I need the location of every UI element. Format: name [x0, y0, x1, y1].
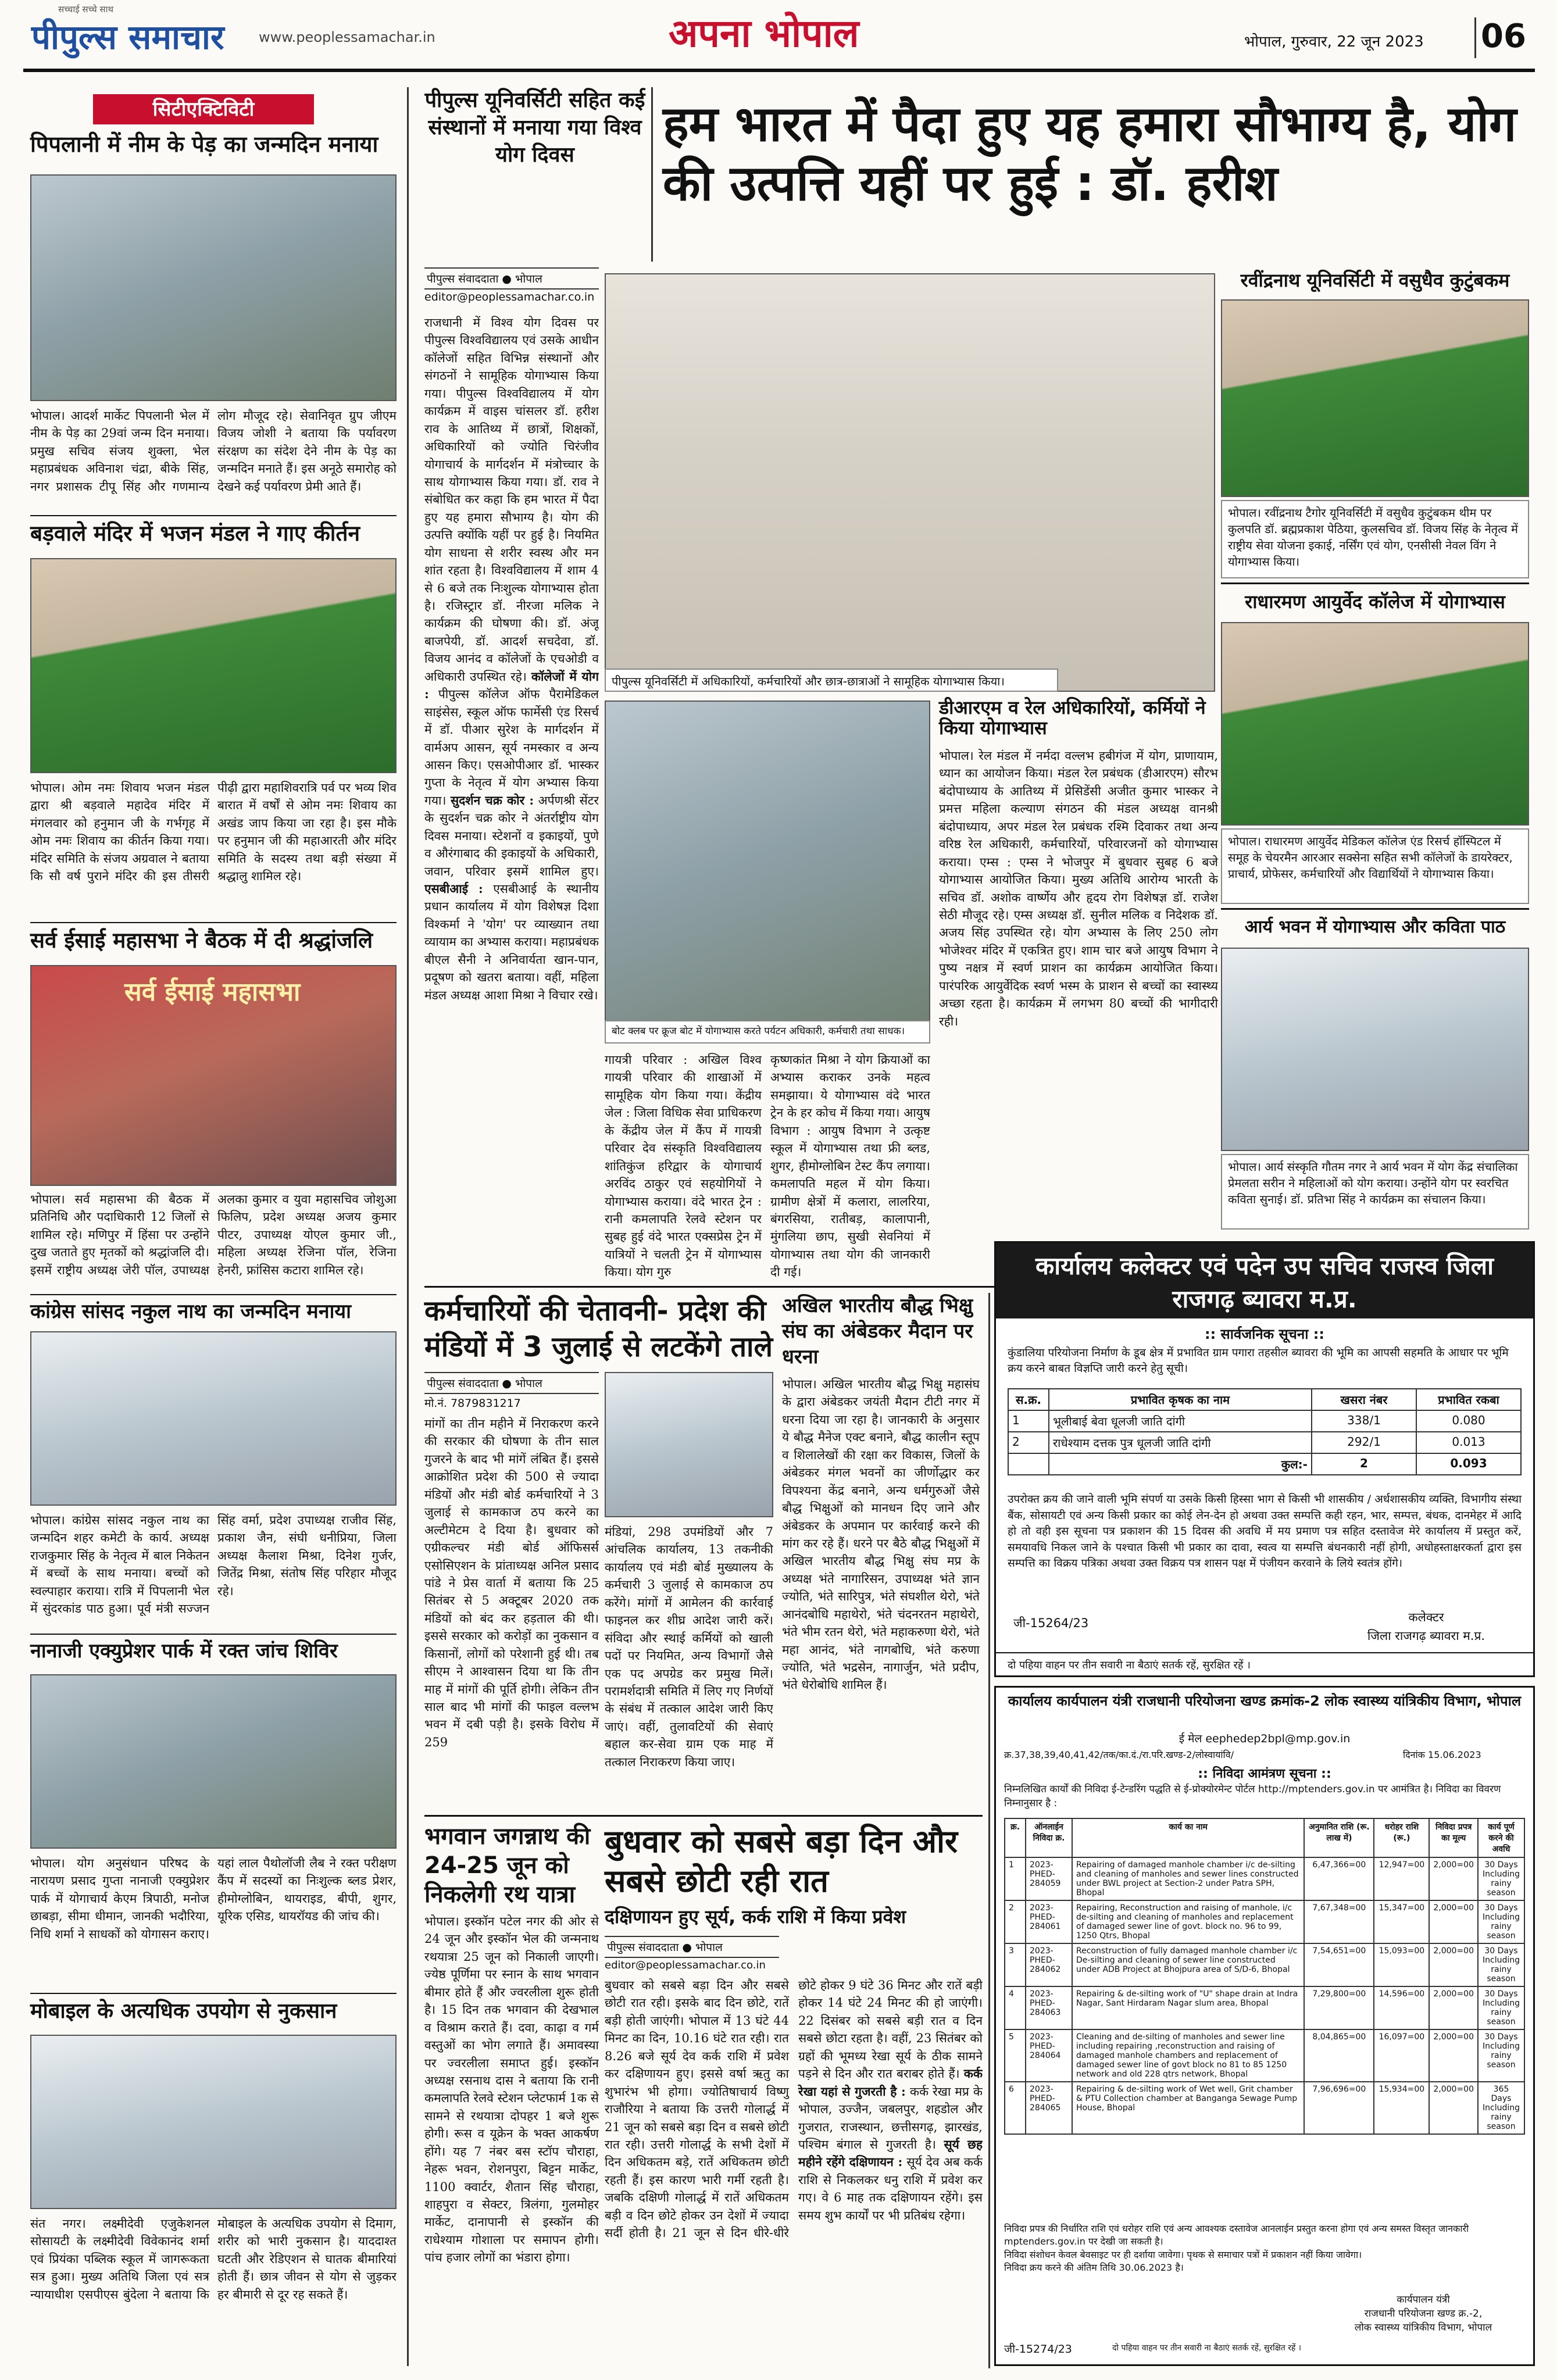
story-headline: रवींद्रनाथ यूनिवर्सिटी में वसुधैव कुटुंबकम — [1240, 269, 1510, 291]
subhead-text: कर्क रेखा मप्र के भोपाल, उज्जैन, जबलपुर, शहडोल और गुजरात, राजस्थान, छत्तीसगढ़, झारखंड, पश्चिम बंगाल से गुजरती है। — [798, 2084, 983, 2152]
table-cell: 30 Days Including rainy season — [1478, 2029, 1524, 2082]
notice-sign: कलेक्टर — [1408, 1610, 1444, 1624]
story-divider — [30, 515, 397, 516]
subhead: कॉलेजों में योग : — [424, 669, 599, 702]
brand-logo: पीपुल्स समाचार — [31, 17, 224, 57]
story-headline: कांग्रेस सांसद नकुल नाथ का जन्मदिन मनाया — [30, 1300, 351, 1323]
story-headline: डीआरएम व रेल अधिकारियों, कर्मियों ने किया योगाभ्यास — [939, 696, 1206, 739]
email[interactable]: editor@peoplessamachar.co.in — [605, 1959, 766, 1971]
column-header: खसरा नंबर — [1312, 1389, 1416, 1410]
notice-table — [1008, 1388, 1522, 1475]
table-cell: 2023-PHED-284065 — [1026, 2082, 1072, 2134]
table-cell: 338/1 — [1312, 1410, 1416, 1432]
notice-sign: लोक स्वास्थ्य यांत्रिकीय विभाग, भोपाल — [1354, 2322, 1492, 2333]
section-rule — [424, 1815, 983, 1817]
main-body-text: राजधानी में विश्व योग दिवस पर पीपुल्स विश्वविद्यालय एवं उसके आधीन कॉलेजों सहित विभिन्न संस्थानों और संगठनों ने सामूहिक योगाभ्यास किया गया। पीपुल्स विश्वविद्यालय में योग कार्यक्रम में वाइस चांसलर डॉ. हरीश राव के आतिथ्य में छात्रों, शिक्षकों, अधिकारियों को ज्योति चिरंजीव योगाचार्य के मार्गदर्शन में मंत्रोच्चार के साथ योगाभ्यास किया गया। डॉ. राव ने संबोधित कर कहा कि हम भारत में पैदा हुए यह हमारा सौभाग्य है। योग की उत्पत्ति क्योंकि यहीं पर हुई है। नियमित योग साधना से शरीर स्वस्थ और मन शांत रहता है। विश्वविद्यालय में शाम 4 से 6 बजे तक निःशुल्क योगाभ्यास होता है। रजिस्ट्रार डॉ. नीरजा मलिक ने कार्यक्रम की घोषणा की। डॉ. अंजू बाजपेयी, डॉ. आदर्श सचदेवा, डॉ. विजय आनंद व कॉलेजों के एचओडी व अधिकारी उपस्थित रहे। — [424, 316, 599, 684]
story-body: कृष्णकांत मिश्रा ने योग क्रियाओं का अभ्यास कराकर उनके महत्व समझाया। ये योगाभ्यास वंदे भारत ट्रेन के हर कोच में किया गया। आयुष विभाग : आयुष विभाग ने उत्कृष्ट स्कूल में योगाभ्यास तथा फ्री ब्लड, शुगर, हीमोग्लोबिन टेस्ट कैंप लगाया। कमलापति महल में योग किया। ग्रामीण क्षेत्रों में कलारा, लालरिया, बंगरसिया, रातीबड़, कालापानी, मुंगलिया छाप, सुखी सेवनियां में योगाभ्यास तथा योग की जानकारी दी गई। — [770, 1053, 930, 1280]
table-cell: Repairing & de-silting work of "U" shape drain at Indra Nagar, Sant Hirdaram Nagar slum area, Bhopal — [1072, 1986, 1304, 2029]
notice-footer: दो पहिया वाहन पर तीन सवारी ना बैठाएं सतर्क रहें, सुरक्षित रहें । — [1112, 2343, 1302, 2353]
column-header: क्र. — [1005, 1818, 1026, 1857]
table-cell: 2,000=00 — [1429, 2082, 1478, 2134]
table-row — [1008, 1410, 1521, 1432]
table-cell: 2023-PHED-284059 — [1026, 1857, 1072, 1900]
column-header: धरोहर राशि (रू.) — [1374, 1818, 1429, 1857]
table-cell: 365 Days Including rainy season — [1478, 2082, 1524, 2134]
total-value: 0.093 — [1416, 1453, 1521, 1475]
table-cell: 16,097=00 — [1374, 2029, 1429, 2082]
story-photo — [1221, 622, 1529, 826]
story-divider — [1221, 908, 1529, 910]
story-body: भोपाल। इस्कॉन पटेल नगर की ओर से 24 जून और इस्कॉन भेल की जन्मनाथ रथयात्रा 25 जून को निकाली जाएगी। ज्येष्ठ पूर्णिमा पर स्नान के साथ भगवान बीमार होते हैं और ज्वरलीला शुरू होती है। 15 दिन तक भगवान की देखभाल व विश्राम कराते हैं। दवा, काढ़ा व गर्म वस्तुओं का भोग लगाते हैं। अमावस्या पर ज्वरलीला समाप्त हुई। इस्कॉन अध्यक्ष रसनाथ दास ने बताया कि रानी कमलापति रेलवे स्टेशन प्लेटफार्म 1क से सामने से रथयात्रा दोपहर 1 बजे शुरू होगी। रूस व यूक्रेन के भक्त आकर्षण होंगे। यह 7 नंबर बस स्टॉप चौराहा, नेहरू भवन, रोशनपुरा, बिट्टन मार्केट, 1100 क्वार्टर, शैतान सिंह चौराहा, शाहपुरा व सेक्टर, त्रिलंगा, गुलमोहर मार्केट, दानापानी से इस्कॉन की राधेश्याम गोशाला पर समापन होगी। पांच हजार लोगों का भंडारा होगा। — [424, 1914, 599, 2265]
page-number: 06 — [1481, 17, 1526, 55]
public-notice — [994, 1241, 1535, 1677]
story-body — [605, 1977, 983, 2366]
subhead: कर्क रेखा यहां से गुजरती है : — [798, 2066, 983, 2099]
dateline: भोपाल, गुरुवार, 22 जून 2023 — [1244, 33, 1424, 51]
table-cell: 2 — [1008, 1432, 1049, 1453]
table-cell: 7,67,348=00 — [1304, 1900, 1374, 1943]
table-cell: 30 Days Including rainy season — [1478, 1857, 1524, 1900]
masthead-rule — [23, 69, 1535, 72]
story-divider — [1221, 583, 1529, 584]
table-cell: 7,54,651=00 — [1304, 1943, 1374, 1986]
photo-caption: भोपाल। रवींद्रनाथ टैगोर यूनिवर्सिटी में वसुधैव कुटुंबकम थीम पर कुलपति डॉ. ब्रह्मप्रकाश पेठिया, कुलसचिव डॉ. विजय सिंह के नेतृत्व में राष्ट्रीय सेवा योजना इकाई, नर्सिंग एवं योग, एनसीसी नेवल विंग ने योगाभ्यास किया। — [1221, 500, 1529, 578]
table-cell: 2,000=00 — [1429, 2029, 1478, 2082]
story-body: गायत्री परिवार : अखिल विश्व गायत्री परिवार की शाखाओं में सामूहिक योग किया गया। केंद्रीय जेल : जिला विधिक सेवा प्राधिकरण के केंद्रीय जेल में कैंप में गायत्री परिवार देव संस्कृति विश्वविद्यालय शांतिकुंज हरिद्वार के योगाचार्य अरविंद ठाकुर एवं सहयोगियों ने योगाभ्यास कराया। वंदे भारत ट्रेन : रानी कमलापति रेलवे स्टेशन पर सुबह हुई वंदे भारत एक्सप्रेस ट्रेन में यात्रियों ने चलती ट्रेन में योगाभ्यास किया। योग गुरु — [605, 1053, 762, 1280]
story-photo — [30, 174, 397, 401]
story-headline: आर्य भवन में योगाभ्यास और कविता पाठ — [1244, 917, 1506, 937]
notice-title: कार्यालय कलेक्टर एवं पदेन उप सचिव राजस्व जिला राजगढ़ ब्यावरा म.प्र. — [996, 1243, 1533, 1318]
column-header: ऑनलाईन निविदा क्र. — [1026, 1818, 1072, 1857]
story-headline: नानाजी एक्युप्रेशर पार्क में रक्त जांच शिविर — [30, 1639, 338, 1663]
table-cell: 2,000=00 — [1429, 1900, 1478, 1943]
table-header — [1008, 1389, 1521, 1410]
notice-heading: :: निविदा आमंत्रण सूचना :: — [1198, 1767, 1331, 1781]
story-headline: अखिल भारतीय बौद्ध भिक्षु संघ का अंबेडकर मैदान पर धरना — [782, 1294, 973, 1369]
subhead-text: पीपुल्स कॉलेज ऑफ पैरामेडिकल साइंसेस, स्कूल ऑफ फार्मेसी एंड रिसर्च में डॉ. पीआर सुरेश के मार्गदर्शन में वार्मअप आसन, सूर्य नमस्कार व अन्य आसन किए। एसओपीआर डॉ. भास्कर गुप्ता के नेतृत्व में योग अभ्यास किया गया। — [424, 687, 599, 807]
column-rule — [407, 87, 409, 2366]
story-body: भोपाल। योग अनुसंधान परिषद के नारायण प्रसाद गुप्ता नानाजी एक्युप्रेशर पार्क में योगाचार्य केएम त्रिपाठी, मनोज छाबड़ा, सीमा धीमान, जानकी भदौरिया, निधि शर्मा ने साधकों को योगासन कराए। यहां लाल पैथोलॉजी लैब ने रक्त परीक्षण कैंप में सदस्यों का निःशुल्क ब्लड प्रेशर, हीमोग्लोबिन, थायराइड, बीपी, शुगर, यूरिक एसिड, थायरॉयड की जांच की। — [30, 1856, 397, 1941]
story-photo — [30, 965, 397, 1186]
notice-ref: क्र.37,38,39,40,41,42/तक/का.दं./रा.परि.खण्ड-2/लोस्वायांवि/ — [1004, 1749, 1234, 1760]
table-cell: Repairing, Reconstruction and raising of manhole, i/c de-silting and cleaning of manholes and replacement of damaged sewer line of govt. block no. 96 to 99, 1250 Qtrs, Bhopal — [1072, 1900, 1304, 1943]
website-link[interactable]: www.peoplessamachar.in — [259, 29, 435, 45]
photo-caption: भोपाल। राधारमण आयुर्वेद मेडिकल कॉलेज एंड रिसर्च हॉस्पिटल में समूह के चेयरमैन आरआर सक्सेना सहित सभी कॉलेजों के डायरेक्टर, प्राचार्य, प्रोफेसर, कर्मचारियों और विद्यार्थियों ने योगाभ्यास किया। — [1221, 828, 1529, 904]
photo-caption: भोपाल। आर्य संस्कृति गौतम नगर ने आर्य भवन में योग केंद्र संचालिका प्रेमलता सरीन ने महिलाओं को योग कराया। उन्होंने योग पर स्वरचित कविता सुनाई। डॉ. प्रतिभा सिंह ने कार्यक्रम का संचालन किया। — [1221, 1154, 1529, 1230]
table-row — [1008, 1432, 1521, 1453]
tender-table — [1004, 1818, 1525, 2135]
table-cell: 2023-PHED-284062 — [1026, 1943, 1072, 1986]
notice-email[interactable]: ई मेल eephedep2bpl@mp.gov.in — [1179, 1732, 1351, 1745]
main-body — [424, 314, 599, 1267]
notice-note: निविदा प्रपत्र की निर्धारित राशि एवं धरोहर राशि एवं अन्य आवश्यक दस्तावेज आनलाईन प्रस्तुत करना होगा एवं अन्य समस्त विस्तृत जानकारी mptenders.gov.in पर देखी जा सकती है। — [1004, 2223, 1469, 2247]
tender-notice — [994, 1686, 1535, 2366]
table-cell: 5 — [1005, 2029, 1026, 2082]
table-cell: 7,96,696=00 — [1304, 2082, 1374, 2134]
subhead-text: अर्पणश्री सेंटर के सुदर्शन चक्र कोर ने अंतर्राष्ट्रीय योग दिवस मनाया। स्टेशनों व इकाइयों, पुणे व औरंगाबाद की इकाइयों के अधिकारी, जवान, परिवार इसमें शामिल हुए। — [424, 793, 599, 878]
story-photo — [1221, 948, 1529, 1151]
table-cell: 1 — [1008, 1410, 1049, 1432]
story-body: भोपाल। रेल मंडल में नर्मदा वल्लभ हबीगंज में योग, प्राणायाम, ध्यान का आयोजन किया। मंडल रेल प्रबंधक (डीआरएम) सौरभ बंदोपाध्याय के आतिथ्य में प्रेसिडेंसी अजीत कुमार भास्कर ने प्रमत्त महिला कल्याण संगठन की मंडल अध्यक्ष वानश्री बंदोपाध्याय, अपर मंडल रेल प्रबंधक रश्मि दिवाकर तथा अन्य वरिष्ठ रेल अधिकारी, कर्मचारियों, परिवारजनों को योगाभ्यास कराया। एम्स : एम्स ने भोजपुर में बुधवार सुबह 6 बजे योगाभ्यास आयोजित किया। मुख्य अतिथि आरोग्य भारती के सचिव डॉ. अशोक वार्ष्णेय और हृदय रोग विशेषज्ञ डॉ. राजेश सेठी मौजूद रहे। एम्स अध्यक्ष डॉ. सुनील मलिक व निदेशक डॉ. अजय सिंह उपस्थित रहे। योग अभ्यास के लिए 250 लोग भोजेश्वर मंदिर में एकत्रित हुए। शाम चार बजे आयुष विभाग ने पुष्य नक्षत्र में स्वर्ण प्राशन का कार्यक्रम आयोजित किया। पारंपरिक आयुर्वेदिक स्वर्ण भस्म के प्राशन से बच्चों का स्वास्थ्य अच्छा रहता है। कार्यक्रम में लगभग 80 बच्चों की भागीदारी रही। — [939, 749, 1218, 1028]
story-photo — [605, 1372, 773, 1517]
notice-date: दिनांक 15.06.2023 — [1403, 1749, 1481, 1760]
photo-caption: पीपुल्स यूनिवर्सिटी में अधिकारियों, कर्मचारियों और छात्र-छात्राओं ने सामूहिक योगाभ्यास किया। — [605, 669, 1058, 692]
table-cell: 0.080 — [1416, 1410, 1521, 1432]
story-body: भोपाल। आदर्श मार्केट पिपलानी भेल में नीम के पेड़ का 29वां जन्म दिन मनाया। प्रमुख सचिव संजय शुक्ला, भेल महाप्रबंधक अविनाश चंद्रा, बीके सिंह, नगर प्रशासक टीपू सिंह और गणमान्य लोग मौजूद रहे। सेवानिवृत ग्रुप जीएम विजय जोशी ने बताया कि पर्यावरण संरक्षण का संदेश देने नीम के पेड़ का जन्मदिन मनाते हैं। इस अनूठे समारोह को देखने कई पर्यावरण प्रेमी आते हैं। — [30, 409, 397, 494]
subhead: एसबीआई : — [424, 881, 483, 896]
story-headline: बुधवार को सबसे बड़ा दिन और सबसे छोटी रही रात — [605, 1823, 958, 1899]
story-subhead: दक्षिणायन हुए सूर्य, कर्क राशि में किया प्रवेश — [605, 1906, 906, 1928]
section-label: सिटीएक्टिविटी — [93, 94, 314, 124]
table-cell: 30 Days Including rainy season — [1478, 1986, 1524, 2029]
notice-code: जी-15274/23 — [1004, 2343, 1072, 2356]
table-cell: 7,29,800=00 — [1304, 1986, 1374, 2029]
notice-title: कार्यालय कार्यपालन यंत्री राजधानी परियोजना खण्ड क्रमांक-2 लोक स्वास्थ्य यांत्रिकीय विभाग, भोपाल — [1008, 1693, 1522, 1709]
story-headline: राधारमण आयुर्वेद कॉलेज में योगाभ्यास — [1245, 591, 1505, 613]
kicker-rule — [651, 87, 653, 262]
notice-footer: दो पहिया वाहन पर तीन सवारी ना बैठाएं सतर्क रहें, सुरक्षित रहें । — [996, 1652, 1533, 1675]
total-count: 2 — [1312, 1453, 1416, 1475]
kicker: पीपुल्स यूनिवर्सिटी सहित कई संस्थानों में मनाया गया विश्व योग दिवस — [424, 88, 645, 167]
story-body: मंडियां, 298 उपमंडियों और 7 आंचलिक कार्यालय, 13 तकनीकी कार्यालय एवं मंडी बोर्ड मुख्यालय के कर्मचारी 3 जुलाई से कामकाज ठप करेंगे। मांगों में आमेलन की कार्रवाई फाइनल कर शीघ्र आदेश जारी करें। संविदा और स्थाई कर्मियों को खाली पदों पर नियमित, अन्य विभागों जैसे एक पद अपग्रेड कर प्रमुख मिलें। परामर्शदात्री समिति में लिए गए निर्णयों के संबंध में तत्काल आदेश जारी किए जाएं। वहीं, तुलावटियों की सेवाएं बहाल कर-सेवा ग्राम एक माह में तत्काल निराकरण किया जाए। — [605, 1525, 773, 1769]
story-photo — [30, 1331, 397, 1506]
table-cell: राधेश्याम दत्तक पुत्र धूलजी जाति दांगी — [1049, 1432, 1312, 1453]
story-body: भोपाल। कांग्रेस सांसद नकुल नाथ का जन्मदिन शहर कमेटी के कार्य. अध्यक्ष राजकुमार सिंह के नेतृत्व में बाल निकेतन में बच्चों के साथ मनाया। बच्चों को स्वल्पाहार कराया। रात्रि में पिपलानी भेल में सुंदरकांड पाठ हुआ। पूर्व मंत्री सज्जन सिंह वर्मा, प्रदेश उपाध्यक्ष राजीव सिंह, प्रकाश जैन, संघी धनीप्रिया, जिला अध्यक्ष कैलाश मिश्रा, दिनेश गुर्जर, जितेंद्र मिश्रा, संतोष सिंह परिहार मौजूद रहे। — [30, 1513, 397, 1616]
story-divider — [30, 1294, 397, 1295]
subhead: सूर्य छह महीने रहेंगे दक्षिणायन : — [798, 2136, 983, 2170]
story-body: भोपाल। अखिल भारतीय बौद्ध भिक्षु महासंघ के द्वारा अंबेडकर जयंती मैदान टीटी नगर में धरना दिया जा रहा है। जानकारी के अनुसार ये बौद्ध मैनेज एक्ट बनाने, बौद्ध कालीन स्तूप व शिलालेखों की रक्षा कर विकास, जिलों के अंबेडकर मंगल भवनों का जीर्णोद्धार कर विपश्यना केंद्र बनाने, अन्य धर्मगुरुओं जैसे बौद्ध भिक्षुओं को मानधन दिए जाने और अंबेडकर के अपमान पर कार्रवाई करने की मांग कर रहे हैं। धरने पर बैठे बौद्ध भिक्षुओं में अखिल भारतीय बौद्ध भिक्षु संघ मप्र के अध्यक्ष भंते नागारिसन, उपाध्यक्ष भंते ज्ञान ज्योति, भंते सारिपुत्र, भंते संघशील थेरो, भंते आनंदबोधि महाथेरो, भंते चंदनरतन महाथेरो, भंते भीम रतन थेरो, भंते महाकरुणा थेरो, भंते महा आनंद, भंते नागबोधि, भंते करुणा ज्योति, भंते भद्रसेन, नागार्जुन, भंते प्रदीप, भंते धेरोबोधि शामिल हैं। — [782, 1377, 980, 1692]
story-headline: मोबाइल के अत्यधिक उपयोग से नुकसान — [30, 1999, 337, 2023]
mobile-number: मो.नं. 7879831217 — [424, 1397, 521, 1410]
table-cell: 30 Days Including rainy season — [1478, 1943, 1524, 1986]
main-photo — [605, 273, 1215, 692]
table-cell: 6,47,366=00 — [1304, 1857, 1374, 1900]
email[interactable]: editor@peoplessamachar.co.in — [424, 291, 595, 303]
column-header: प्रभावित रकबा — [1416, 1389, 1521, 1410]
story-headline: पिपलानी में नीम के पेड़ का जन्मदिन मनाया — [30, 131, 378, 157]
table-cell: 1 — [1005, 1857, 1026, 1900]
story-body: मांगों का तीन महीने में निराकरण करने की सरकार की घोषणा के तीन साल गुजरने के बाद भी मांगें लंबित हैं। इससे आक्रोशित प्रदेश की 500 से ज्यादा मंडियों और मंडी बोर्ड कर्मचारियों ने 3 जुलाई से कामकाज ठप करने का अल्टीमेटम दे दिया है। बुधवार को एग्रीकल्चर मंडी बोर्ड ऑफिसर्स एसोसिएशन के प्रांताध्यक्ष अनिल प्रसाद पांडे ने प्रेस वार्ता में बताया कि 25 सितंबर से 5 अक्टूबर 2020 तक मंडियों को बंद कर हड़ताल की थी। इससे सरकार को करोड़ों का नुकसान व किसानों, लोगों को परेशानी हुई थी। तब सीएम ने आश्वासन दिया था कि तीन माह में मांगों की पूर्ति होगी। लेकिन तीन साल बाद भी मांगों की फाइल वल्लभ भवन में दबी पड़ी है। इसके विरोध में 259 — [424, 1417, 599, 1749]
column-header: निविदा प्रपत्र का मूल्य — [1429, 1818, 1478, 1857]
story-divider — [30, 1993, 397, 1994]
table-cell: 15,347=00 — [1374, 1900, 1429, 1943]
table-cell: 0.013 — [1416, 1432, 1521, 1453]
column-header: कार्य का नाम — [1072, 1818, 1304, 1857]
story-headline: बड़वाले मंदिर में भजन मंडल ने गाए कीर्तन — [30, 521, 360, 546]
column-header: कार्य पूर्ण करने की अवधि — [1478, 1818, 1524, 1857]
notice-sign: जिला राजगढ़ ब्यावरा म.प्र. — [1367, 1629, 1485, 1643]
story-photo — [30, 1674, 397, 1849]
table-row — [1005, 2029, 1524, 2082]
table-cell: 8,04,865=00 — [1304, 2029, 1374, 2082]
table-cell: 2023-PHED-284064 — [1026, 2029, 1072, 2082]
story-headline: कर्मचारियों की चेतावनी- प्रदेश की मंडियों में 3 जुलाई से लटकेंगे ताले — [424, 1295, 773, 1364]
section-title — [669, 6, 859, 58]
story-body: संत नगर। लक्ष्मीदेवी एजुकेशनल सोसायटी के लक्ष्मीदेवी विवेकानंद शर्मा एवं प्रियंका पब्लिक स्कूल में जागरूकता सत्र हुआ। मुख्य अतिथि जिला एवं सत्र न्यायाधीश एसपीएस बुंदेला ने बताया कि मोबाइल के अत्यधिक उपयोग से दिमाग, शरीर को भारी नुकसान है। याददाश्त घटती और रेडिएशन से घातक बीमारियां होती हैं। छात्र जीवन से योग से जुड़कर हर बीमारी से दूर रह सकते हैं। — [30, 2217, 397, 2302]
story-body: भोपाल। ओम नमः शिवाय भजन मंडल द्वारा श्री बड़वाले महादेव मंदिर में मंगलवार को हनुमान जी के गर्भगृह में ओम नमः शिवाय का कीर्तन किया गया। मंदिर समिति के संजय अग्रवाल ने बताया कि सौ वर्ष पुराने मंदिर की इस तीसरी पीढ़ी द्वारा महाशिवरात्रि पर्व पर भव्य शिव बारात में वर्षों से ओम नमः शिवाय का अखंड जाप किया जा रहा है। इस मौके पर हनुमान जी की महाआरती और मंदिर समिति के सदस्य तथा बड़ी संख्या में श्रद्धालु शामिल रहे। — [30, 781, 397, 884]
column-rule — [988, 1293, 990, 2368]
total-label: कुल:- — [1049, 1453, 1312, 1475]
notice-note: निविदा संशोधन केवल बेवसाइट पर ही दर्शाया जावेगा। पृथक से समाचार पत्रों में प्रकाशन नहीं किया जावेगा। — [1004, 2249, 1362, 2260]
byline: पीपुल्स संवाददाता ● भोपाल — [424, 1372, 599, 1394]
story-headline: भगवान जगन्नाथ की 24-25 जून को निकलेगी रथ यात्रा — [424, 1823, 591, 1908]
table-cell: 2,000=00 — [1429, 1943, 1478, 1986]
table-cell: 2,000=00 — [1429, 1986, 1478, 2029]
table-cell: 2023-PHED-284063 — [1026, 1986, 1072, 2029]
photo-banner-text: सर्व ईसाई महासभा — [124, 977, 301, 1007]
table-row — [1005, 1900, 1524, 1943]
table-cell: 30 Days Including rainy season — [1478, 1900, 1524, 1943]
byline: पीपुल्स संवाददाता ● भोपाल — [424, 267, 599, 290]
subhead-text: सूर्य देव अब कर्क राशि से निकलकर धनु राशि में प्रवेश कर गए। वे 6 माह तक दक्षिणायन रहेंगे। इस समय शुभ कार्यों पर भी प्रतिबंध रहेगा। — [798, 2155, 983, 2222]
notice-sign: कार्यपालन यंत्री — [1397, 2294, 1450, 2306]
subhead-text: एसबीआई के स्थानीय प्रधान कार्यालय में योग विशेषज्ञ दिशा विश्कर्मा ने 'योग' पर व्याख्यान तथा व्यायाम का अभ्यास कराया। महाप्रबंधक बीएल सैनी ने अनिवार्यता खान-पान, प्रदूषण को खतरा बताया। वहीं, महिला मंडल अध्यक्ष आशा मिश्रा ने विचार रखे। — [424, 882, 599, 1002]
column-header: अनुमानित राशि (रू. लाख में) — [1304, 1818, 1374, 1857]
notice-sign: राजधानी परियोजना खण्ड क्र.-2, — [1364, 2308, 1483, 2320]
table-cell: 3 — [1005, 1943, 1026, 1986]
table-cell: 15,093=00 — [1374, 1943, 1429, 1986]
table-cell: 2,000=00 — [1429, 1857, 1478, 1900]
notice-notes — [1004, 2222, 1525, 2275]
subhead: सुदर्शन चक्र कोर : — [450, 792, 534, 807]
divider — [1474, 17, 1476, 58]
table-cell: 6 — [1005, 2082, 1026, 2134]
table-row — [1005, 1857, 1524, 1900]
story-photo — [1221, 299, 1529, 497]
notice-intro: निम्नलिखित कार्यों की निविदा ई-टेन्डरिंग पद्धति से ई-प्रोक्योरमेन्ट पोर्टल http://mptenders.gov.in पर आमंत्रित है। निविदा का विवरण निम्नानुसार है : — [1004, 1784, 1501, 1809]
column-header: प्रभावित कृषक का नाम — [1049, 1389, 1312, 1410]
section-title-text: अपना भोपाल — [669, 11, 859, 56]
notice-intro: कुंडालिया परियोजना निर्माण के डूब क्षेत्र में प्रभावित ग्राम पगारा तहसील ब्यावरा की भूमि का आपसी सहमति के आधार पर भूमि क्रय करने बाबत विज्ञप्ति जारी करने हेतु सूची। — [1008, 1346, 1509, 1375]
table-cell: 2023-PHED-284061 — [1026, 1900, 1072, 1943]
table-row — [1005, 1986, 1524, 2029]
masthead — [0, 0, 1557, 70]
table-header — [1005, 1818, 1524, 1857]
notice-heading: :: सार्वजनिक सूचना :: — [1204, 1326, 1325, 1342]
table-cell: 292/1 — [1312, 1432, 1416, 1453]
story-headline: सर्व ईसाई महासभा ने बैठक में दी श्रद्धांजलि — [30, 928, 373, 953]
story-photo — [30, 2035, 397, 2209]
table-cell: Cleaning and de-silting of manholes and sewer line including repairing ,reconstruction and raising of damaged manhole chambers and replacement of damaged sewer line of govt block no 81 to 85 1250 network and old 228 qtrs network, Bhopal — [1072, 2029, 1304, 2082]
notice-ref: जी-15264/23 — [1013, 1616, 1089, 1630]
table-cell: Repairing of damaged manhole chamber i/c de-silting and cleaning of manholes and sewer lines constructed under BWL project at Section-2 under Patra SPH, Bhopal — [1072, 1857, 1304, 1900]
table-cell: 4 — [1005, 1986, 1026, 2029]
table-row — [1005, 2082, 1524, 2134]
notice-note: निविदा क्रय करने की अंतिम तिथि 30.06.2023 है। — [1004, 2262, 1184, 2274]
notice-text: उपरोक्त क्रय की जाने वाली भूमि संपर्ण या उसके किसी हिस्सा भाग से किसी भी शासकीय / अर्धशासकीय व्यक्ति, विभागीय संस्था बैंक, सोसायटी एवं अन्य किसी प्रकार का कोई लेन-देन हो अथवा उक्त सम्पत्ति कही रहन, भार, सम्पत्त, बंधक, दानमेहर में आदि हो तो वही इस सूचना पत्र प्रकाशन की 15 दिवस की अवधि में मय प्रमाण पत्र सहित दस्तावेज मेरे कार्यालय में प्रस्तुत करें, समयावधि निकल जाने के पश्चात किसी भी प्रकार का दावा, स्वत्व या सम्पत्ति बंधनकारी नहीं होगी, अधोहस्ताक्षरकर्ता द्वारा इस सम्पत्ति का विक्रय पत्रिका अथवा उक्त विक्रय पत्र शासन पक्ष में पंजीयन करवाने के लिये स्वतंत्र होंगे। — [1008, 1493, 1522, 1570]
column-header: स.क्र. — [1008, 1389, 1049, 1410]
photo-caption: बोट क्लब पर क्रूज बोट में योगाभ्यास करते पर्यटन अधिकारी, कर्मचारी तथा साधक। — [605, 1020, 930, 1044]
table-cell: 14,596=00 — [1374, 1986, 1429, 2029]
main-headline: हम भारत में पैदा हुए यह हमारा सौभाग्य है, योग की उत्पत्ति यहीं पर हुई : डॉ. हरीश — [663, 95, 1517, 212]
story-divider — [30, 922, 397, 923]
story-photo — [30, 558, 397, 773]
boat-photo — [605, 701, 930, 1044]
table-cell: 2 — [1005, 1900, 1026, 1943]
table-row — [1005, 1943, 1524, 1986]
table-cell: 12,947=00 — [1374, 1857, 1429, 1900]
story-body: भोपाल। सर्व महासभा की बैठक में प्रतिनिधि और पदाधिकारी 12 जिलों से शामिल रहे। मणिपुर में हिंसा पर उन्होंने दुख जताते हुए मृतकों को श्रद्धांजलि दी। इसमें राष्ट्रीय अध्यक्ष जेरी पॉल, उपाध्यक्ष अलका कुमार व युवा महासचिव जोशुआ फिलिप, प्रदेश अध्यक्ष अजय कुमार पीटर, उपाध्यक्ष योएल कुमार जी., महिला अध्यक्ष रेजिना पॉल, रेजिना हेनरी, फ्रांसिस कटारा शामिल रहे। — [30, 1192, 397, 1277]
byline: पीपुल्स संवाददाता ● भोपाल — [605, 1936, 779, 1958]
table-cell — [1008, 1453, 1049, 1475]
story-body-text: बुधवार को सबसे बड़ा दिन और सबसे छोटी रात रही। इसके बाद दिन छोटे, रातें बड़ी होती जाएंगी। भोपाल में 13 घंटे 44 मिनट का दिन, 10.16 घंटे रात रही। रात 8.26 बजे सूर्य देव कर्क राशि में प्रवेश कर दक्षिणायन हुए। इससे वर्षा ऋतु का शुभारंभ भी होगा। ज्योतिषाचार्य विष्णु राजौरिया ने बताया कि उत्तरी गोलार्द्ध में 21 जून को सबसे बड़ा दिन व सबसे छोटी रात रही। उत्तरी गोलार्द्ध के सभी देशों में दिन अधिकतम बड़े, रातें अधिकतम छोटी रहती हैं। इस कारण भारी गर्मी रहती है। जबकि दक्षिणी गोलार्द्ध में रातें अधिकतम बड़ी व दिन छोटे होकर उन देशों में ज्यादा सर्दी होती है। 21 जून से दिन धीरे-धीरे छोटे होकर 9 घंटे 36 मिनट और रातें बड़ी होकर 14 घंटे 24 मिनट की हो जाएंगी। 22 दिसंबर को सबसे बड़ी रात व दिन सबसे छोटा रहता है। वहीं, 23 सितंबर को ग्रहों की भूमध्य रेखा सूर्य के ठीक सामने पड़ने से दिन और रात बराबर होते हैं। — [605, 1978, 983, 2240]
table-cell: Reconstruction of fully damaged manhole chamber i/c De-silting and cleaning of sewer line constructed under ADB Project at Bhojpura area of S/D-6, Bhopal — [1072, 1943, 1304, 1986]
table-total-row — [1008, 1453, 1521, 1475]
brand-tagline: सच्चाई सच्चे साथ — [58, 4, 114, 15]
table-cell: Repairing & de-silting work of Wet well, Grit chamber & PTU Collection chamber at Banganga Sewage Pump House, Bhopal — [1072, 2082, 1304, 2134]
story-divider — [30, 1634, 397, 1635]
table-cell: भूलीबाई बेवा धूलजी जाति दांगी — [1049, 1410, 1312, 1432]
table-cell: 15,934=00 — [1374, 2082, 1429, 2134]
